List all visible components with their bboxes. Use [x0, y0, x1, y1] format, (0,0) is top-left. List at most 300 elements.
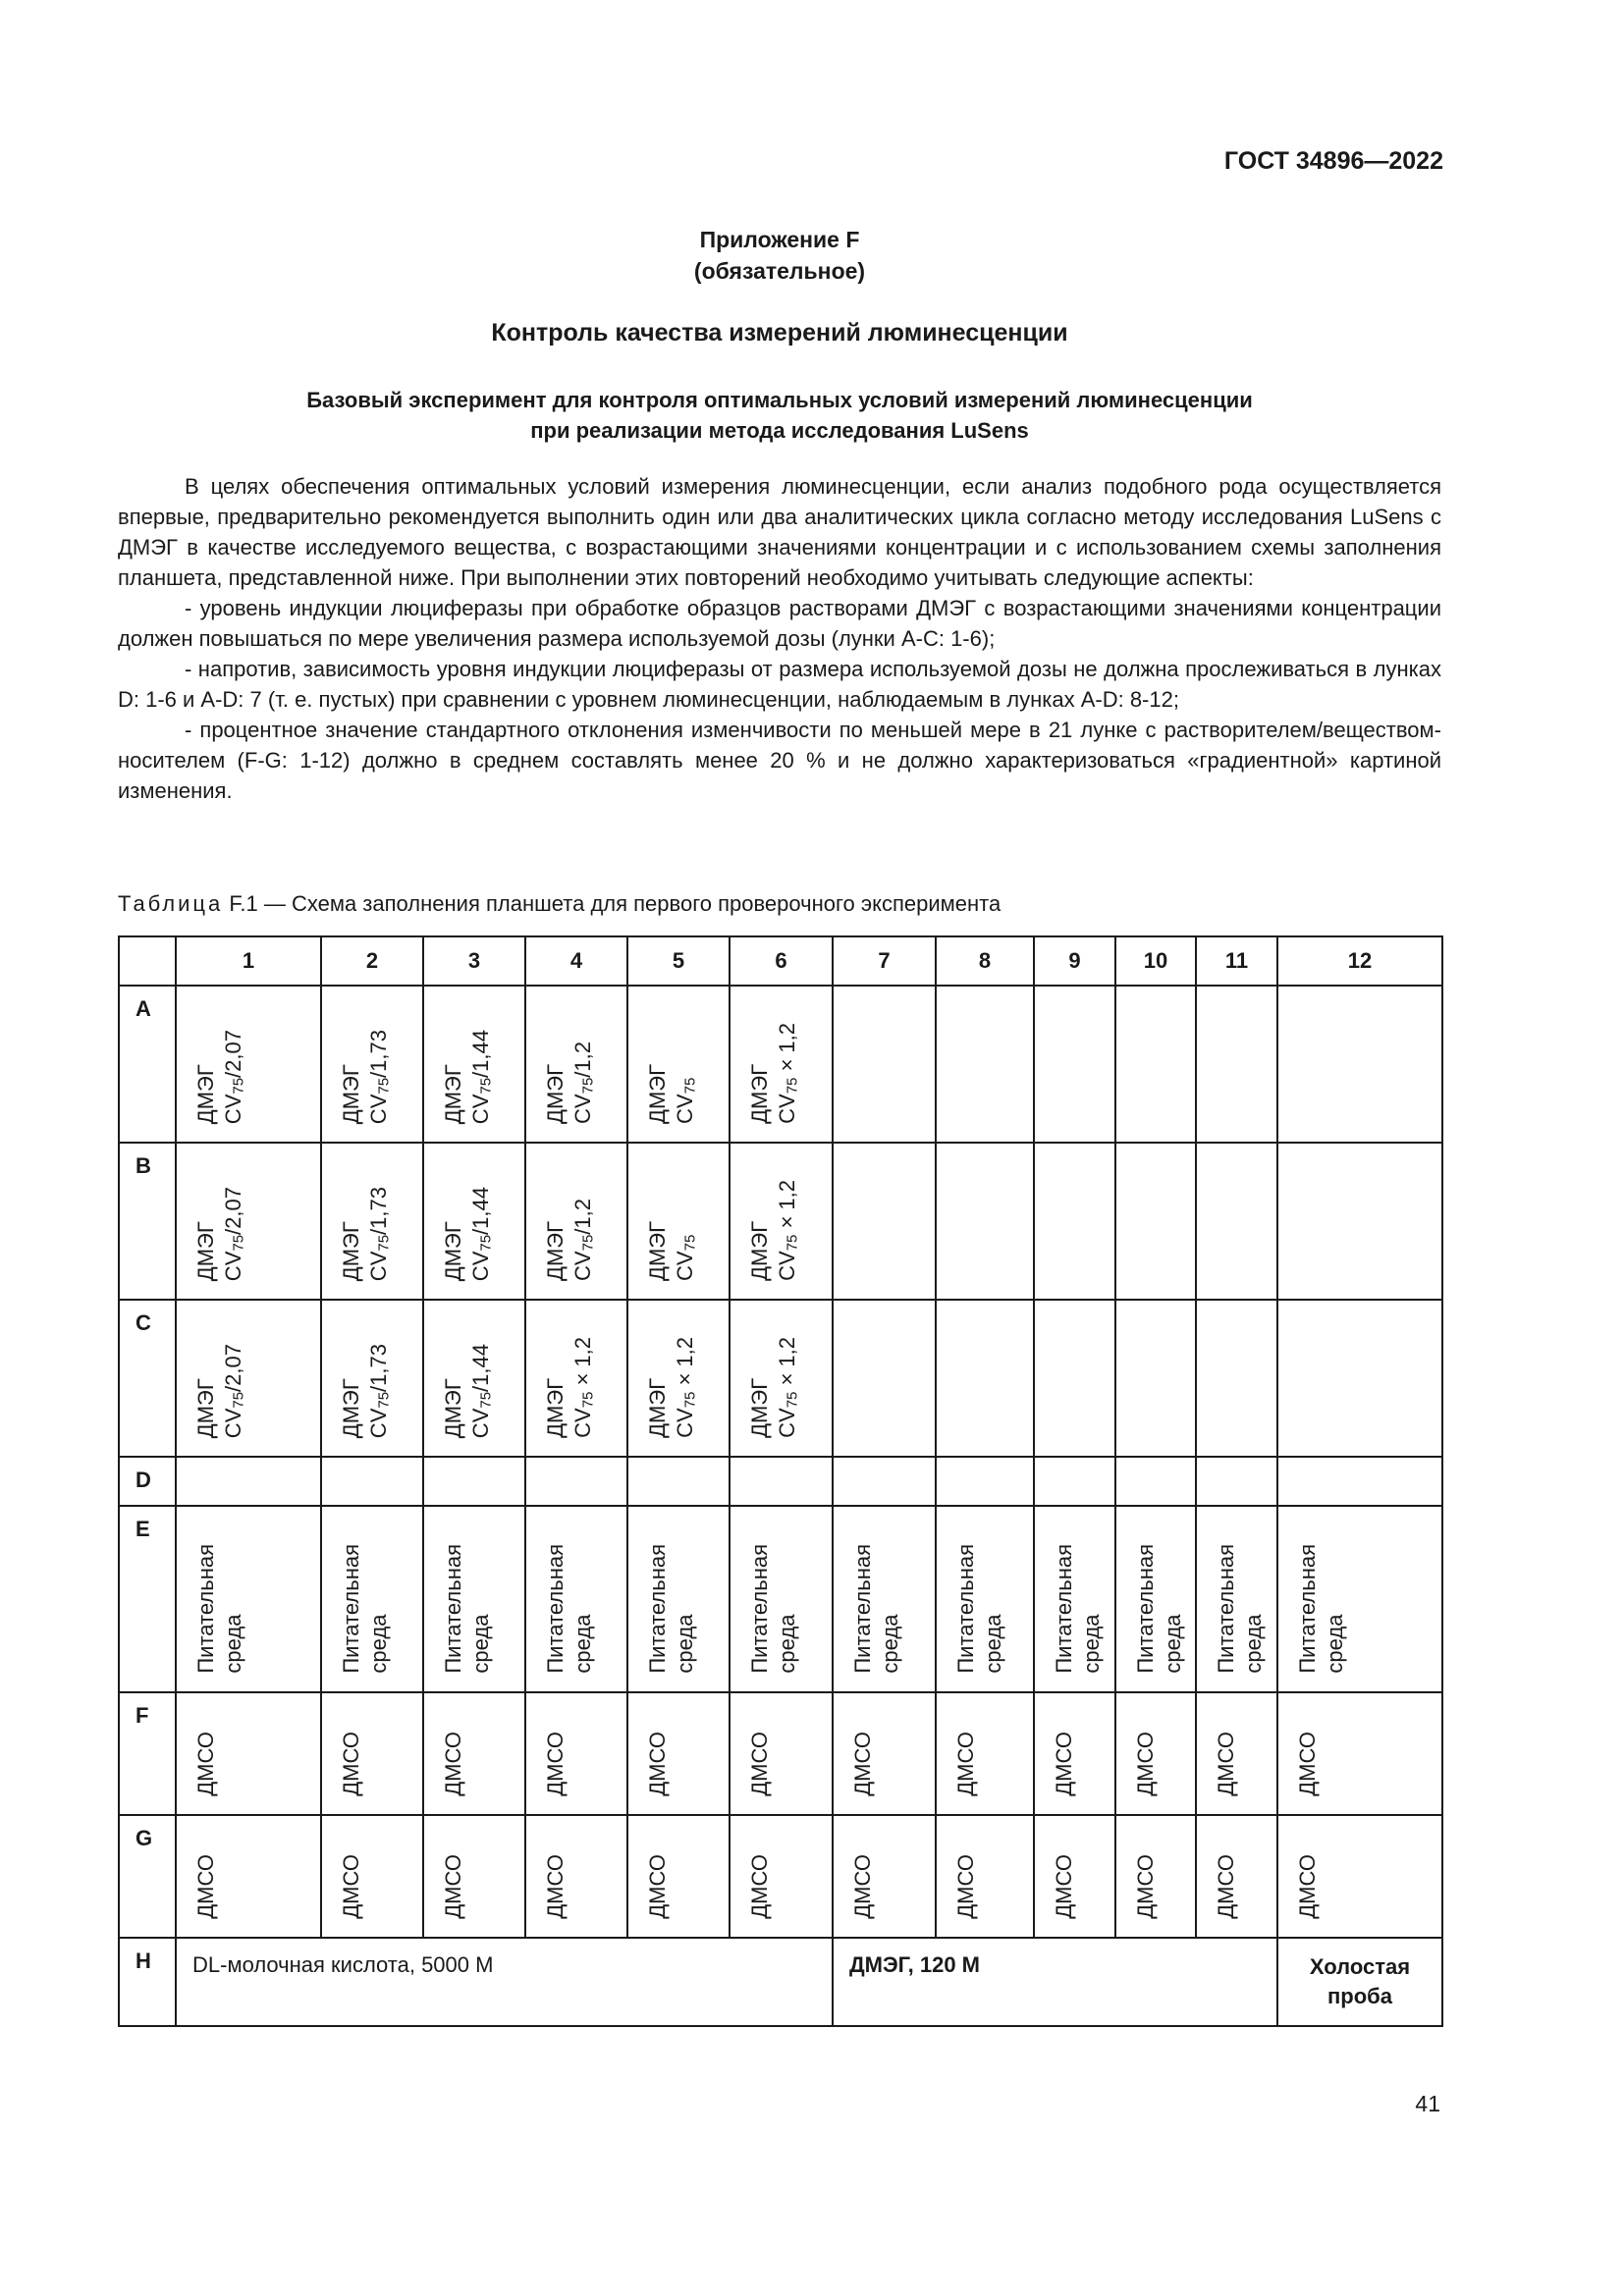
dmeg-control-cell: ДМЭГ, 120 М: [833, 1938, 1277, 2026]
table-cell: [321, 1815, 423, 1938]
cell-line1: ДМЭГ: [193, 1221, 218, 1281]
cell-vertical-text: [746, 1732, 774, 1796]
column-header: 8: [936, 936, 1034, 986]
table-row: [119, 1506, 1442, 1692]
table-cell: [423, 1143, 525, 1300]
cell-line1: ДМЭГ: [441, 1221, 465, 1281]
cell-vertical-text: [1213, 1544, 1268, 1674]
table-cell: [525, 1300, 627, 1457]
cell-line2: среда: [673, 1614, 697, 1674]
table-cell: [1277, 1457, 1442, 1506]
cell-formula: [774, 1180, 806, 1281]
cell-line2: среда: [366, 1614, 391, 1674]
row-label: B: [119, 1143, 176, 1300]
table-cell: [525, 1815, 627, 1938]
table-cell: [1196, 1457, 1277, 1506]
blank-sample-line1: Холостая: [1309, 1954, 1411, 1979]
cell-line1: ДМСО: [747, 1732, 772, 1796]
cell-line1: ДМЭГ: [543, 1064, 568, 1124]
cell-line1: Питательная: [1052, 1544, 1076, 1674]
table-cell: [423, 1815, 525, 1938]
cell-line1: ДМЭГ: [543, 1378, 568, 1438]
cell-vertical-text: [849, 1544, 904, 1674]
formula-subscript: 75: [375, 1391, 393, 1409]
paragraph-aspect-1: - уровень индукции люциферазы при обработке образцов растворами ДМЭГ с возрастающими значениями концентрации должен повышаться по мере увеличения размера используемой дозы (лунки A-C: 1-6);: [118, 596, 1441, 651]
cell-vertical-text: [338, 1030, 398, 1124]
table-cell: [936, 1457, 1034, 1506]
page-number: 41: [1415, 2091, 1440, 2116]
cell-vertical-text: [338, 1732, 365, 1796]
table-cell: [1277, 1692, 1442, 1815]
cell-line2: среда: [570, 1614, 595, 1674]
blank-sample-cell: [1277, 1938, 1442, 2026]
formula-factor: /1,73: [366, 1186, 391, 1235]
table-cell: [1196, 1815, 1277, 1938]
table-cell: [730, 1143, 833, 1300]
formula-subscript: 75: [375, 1077, 393, 1095]
formula-factor: /1,2: [570, 1041, 595, 1078]
table-row: [119, 1300, 1442, 1457]
cell-vertical-text: [746, 1544, 801, 1674]
cell-line1: ДМЭГ: [747, 1378, 772, 1438]
formula-symbol: CV: [673, 1094, 697, 1124]
table-cell: [936, 1506, 1034, 1692]
table-cell: [936, 1300, 1034, 1457]
table-cell: [321, 1457, 423, 1506]
cell-line1: Питательная: [193, 1544, 218, 1674]
cell-line2: среда: [878, 1614, 902, 1674]
cell-line2: среда: [1323, 1614, 1347, 1674]
table-cell: [1277, 1506, 1442, 1692]
table-cell: [1115, 1300, 1196, 1457]
formula-factor: /1,73: [366, 1029, 391, 1078]
formula-factor: ×1,2: [673, 1337, 697, 1392]
cell-vertical-text: [1051, 1544, 1106, 1674]
cell-formula: [672, 1337, 704, 1438]
column-header: 10: [1115, 936, 1196, 986]
formula-factor: /1,44: [468, 1029, 493, 1078]
cell-vertical-text: [952, 1854, 980, 1919]
cell-line1: Питательная: [441, 1544, 465, 1674]
formula-subscript: 75: [477, 1234, 495, 1252]
cell-line1: ДМСО: [339, 1732, 363, 1796]
table-cell: [1196, 1300, 1277, 1457]
formula-subscript: 75: [784, 1391, 801, 1409]
table-caption: [118, 891, 1001, 917]
cell-line1: ДМЭГ: [645, 1064, 670, 1124]
row-label: E: [119, 1506, 176, 1692]
table-cell: [176, 1692, 321, 1815]
cell-line1: ДМСО: [1133, 1732, 1158, 1796]
formula-symbol: CV: [570, 1094, 595, 1124]
cell-vertical-text: [746, 1023, 806, 1124]
cell-line1: ДМСО: [1295, 1732, 1320, 1796]
table-cell: [525, 1692, 627, 1815]
table-cell: [627, 986, 730, 1143]
cell-line1: ДМСО: [193, 1732, 218, 1796]
cell-vertical-text: [440, 1544, 495, 1674]
cell-vertical-text: [1294, 1732, 1322, 1796]
cell-vertical-text: [542, 1199, 602, 1281]
table-cell: [321, 986, 423, 1143]
row-label: F: [119, 1692, 176, 1815]
table-row: [119, 986, 1442, 1143]
cell-line1: ДМСО: [1052, 1854, 1076, 1919]
cell-vertical-text: [192, 1030, 252, 1124]
table-cell: [1196, 986, 1277, 1143]
formula-subscript: 75: [375, 1234, 393, 1252]
formula-subscript: 75: [784, 1077, 801, 1095]
table-cell: [730, 1300, 833, 1457]
cell-formula: [774, 1023, 806, 1124]
table-cell: [627, 1506, 730, 1692]
table-cell: [730, 986, 833, 1143]
cell-line1: ДМСО: [645, 1732, 670, 1796]
formula-subscript: 75: [230, 1077, 247, 1095]
table-cell: [1277, 1143, 1442, 1300]
cell-line1: ДМСО: [441, 1732, 465, 1796]
table-cell: [176, 986, 321, 1143]
table-row: [119, 1815, 1442, 1938]
cell-vertical-text: [192, 1344, 252, 1438]
formula-factor: /1,73: [366, 1343, 391, 1392]
cell-formula: [774, 1337, 806, 1438]
formula-symbol: CV: [570, 1408, 595, 1438]
cell-line1: ДМСО: [850, 1732, 875, 1796]
cell-line1: Питательная: [1214, 1544, 1238, 1674]
cell-vertical-text: [338, 1854, 365, 1919]
table-cell: [730, 1506, 833, 1692]
table-cell: [936, 986, 1034, 1143]
table-cell: [1277, 986, 1442, 1143]
cell-vertical-text: [1294, 1544, 1349, 1674]
column-header: 1: [176, 936, 321, 986]
cell-line1: ДМСО: [1133, 1854, 1158, 1919]
table-cell: [423, 1506, 525, 1692]
cell-formula: [672, 1221, 704, 1281]
cell-line2: среда: [775, 1614, 799, 1674]
column-header: 4: [525, 936, 627, 986]
cell-line2: среда: [1241, 1614, 1266, 1674]
lactic-acid-cell: DL-молочная кислота, 5000 М: [176, 1938, 833, 2026]
table-caption-text: F.1 — Схема заполнения планшета для первого проверочного эксперимента: [223, 891, 1001, 916]
table-cell: [833, 986, 936, 1143]
cell-line1: ДМСО: [645, 1854, 670, 1919]
table-cell: [936, 1692, 1034, 1815]
table-cell: [730, 1457, 833, 1506]
formula-subscript: 75: [681, 1234, 699, 1252]
cell-line1: ДМСО: [339, 1854, 363, 1919]
table-caption-label: Таблица: [118, 891, 224, 916]
cell-line1: ДМСО: [953, 1732, 978, 1796]
cell-vertical-text: [644, 1544, 699, 1674]
column-header: 3: [423, 936, 525, 986]
cell-vertical-text: [542, 1337, 602, 1438]
subtitle-line2: при реализации метода исследования LuSens: [530, 418, 1029, 443]
annex-title-line1: Приложение F: [699, 227, 860, 252]
cell-line2: среда: [1161, 1614, 1185, 1674]
table-cell: [730, 1815, 833, 1938]
cell-vertical-text: [338, 1344, 398, 1438]
cell-line1: Питательная: [339, 1544, 363, 1674]
table-cell: [1034, 1506, 1115, 1692]
table-cell: [833, 1506, 936, 1692]
cell-vertical-text: [440, 1030, 500, 1124]
table-header-row: [119, 936, 1442, 986]
table-cell: [833, 1300, 936, 1457]
cell-vertical-text: [644, 1854, 672, 1919]
formula-factor: /2,07: [221, 1029, 245, 1078]
formula-factor: ×1,2: [570, 1337, 595, 1392]
table-cell: [627, 1815, 730, 1938]
cell-line2: среда: [468, 1614, 493, 1674]
subtitle: [118, 385, 1441, 446]
cell-line1: Питательная: [747, 1544, 772, 1674]
formula-factor: /2,07: [221, 1343, 245, 1392]
cell-vertical-text: [338, 1187, 398, 1281]
cell-vertical-text: [644, 1732, 672, 1796]
cell-vertical-text: [542, 1041, 602, 1124]
cell-vertical-text: [1051, 1854, 1078, 1919]
table-cell: [1034, 986, 1115, 1143]
cell-vertical-text: [192, 1187, 252, 1281]
cell-line1: ДМЭГ: [441, 1064, 465, 1124]
formula-symbol: CV: [468, 1251, 493, 1281]
table-cell: [321, 1143, 423, 1300]
formula-symbol: CV: [366, 1094, 391, 1124]
row-label: D: [119, 1457, 176, 1506]
cell-vertical-text: [849, 1732, 877, 1796]
cell-vertical-text: [1213, 1732, 1240, 1796]
table-cell: [176, 1457, 321, 1506]
cell-formula: [220, 1187, 252, 1281]
cell-line1: ДМЭГ: [339, 1378, 363, 1438]
cell-line1: ДМСО: [1052, 1732, 1076, 1796]
table-cell: [833, 1692, 936, 1815]
cell-line1: ДМСО: [1295, 1854, 1320, 1919]
table-cell: [423, 1457, 525, 1506]
formula-subscript: 75: [477, 1077, 495, 1095]
cell-vertical-text: [192, 1732, 220, 1796]
table-cell: [1034, 1815, 1115, 1938]
cell-vertical-text: [644, 1064, 704, 1124]
formula-subscript: 75: [681, 1391, 699, 1409]
formula-subscript: 75: [579, 1077, 597, 1095]
cell-line1: ДМЭГ: [645, 1378, 670, 1438]
table-cell: [1115, 1143, 1196, 1300]
table-cell: [321, 1300, 423, 1457]
formula-factor: /2,07: [221, 1186, 245, 1235]
formula-subscript: 75: [579, 1234, 597, 1252]
table-cell: [1115, 986, 1196, 1143]
table-cell: [1115, 1692, 1196, 1815]
cell-line1: Питательная: [850, 1544, 875, 1674]
cell-line1: ДМСО: [1214, 1854, 1238, 1919]
formula-symbol: CV: [221, 1094, 245, 1124]
paragraph-intro: В целях обеспечения оптимальных условий измерения люминесценции, если анализ подобного рода осуществляется впервые, предварительно рекомендуется выполнить один или два аналитических цикла согласно методу исследования LuSens с ДМЭГ в качестве исследуемого вещества, с возрастающими значениями концентрации и с использованием схемы заполнения планшета, представленной ниже. При выполнении этих повторений необходимо учитывать следующие аспекты:: [118, 474, 1441, 590]
cell-vertical-text: [1294, 1854, 1322, 1919]
formula-symbol: CV: [775, 1251, 799, 1281]
cell-line1: ДМЭГ: [339, 1221, 363, 1281]
formula-symbol: CV: [570, 1251, 595, 1281]
cell-vertical-text: [192, 1854, 220, 1919]
column-header: 6: [730, 936, 833, 986]
cell-line1: ДМЭГ: [193, 1064, 218, 1124]
cell-vertical-text: [440, 1854, 467, 1919]
paragraph-aspect-3: - процентное значение стандартного отклонения изменчивости по меньшей мере в 21 лунке с растворителем/веществом-носителем (F-G: 1-12) должно в среднем составлять менее 20 % и не должно характеризоваться «градиентной» картиной изменения.: [118, 718, 1441, 803]
cell-line1: ДМЭГ: [645, 1221, 670, 1281]
table-cell: [176, 1300, 321, 1457]
table-cell: [423, 986, 525, 1143]
cell-vertical-text: [338, 1544, 393, 1674]
cell-line1: ДМСО: [953, 1854, 978, 1919]
table-row: [119, 1692, 1442, 1815]
table-cell: [833, 1815, 936, 1938]
formula-symbol: CV: [775, 1408, 799, 1438]
formula-factor: /1,44: [468, 1186, 493, 1235]
formula-subscript: 75: [230, 1391, 247, 1409]
cell-formula: [365, 1187, 398, 1281]
cell-vertical-text: [542, 1732, 569, 1796]
cell-line2: среда: [981, 1614, 1005, 1674]
cell-vertical-text: [1132, 1544, 1187, 1674]
column-header: 2: [321, 936, 423, 986]
cell-formula: [467, 1344, 500, 1438]
cell-line1: Питательная: [645, 1544, 670, 1674]
cell-vertical-text: [440, 1732, 467, 1796]
cell-vertical-text: [746, 1337, 806, 1438]
cell-vertical-text: [952, 1732, 980, 1796]
subtitle-line1: Базовый эксперимент для контроля оптимальных условий измерений люминесценции: [306, 388, 1253, 412]
cell-line1: Питательная: [953, 1544, 978, 1674]
table-cell: [176, 1815, 321, 1938]
cell-vertical-text: [192, 1544, 247, 1674]
table-cell: [321, 1506, 423, 1692]
cell-vertical-text: [542, 1854, 569, 1919]
cell-vertical-text: [1051, 1732, 1078, 1796]
table-cell: [627, 1143, 730, 1300]
table-cell: [1034, 1457, 1115, 1506]
table-cell: [1277, 1815, 1442, 1938]
column-header: 9: [1034, 936, 1115, 986]
cell-vertical-text: [849, 1854, 877, 1919]
table-cell: [833, 1457, 936, 1506]
body-text: [118, 471, 1441, 806]
cell-line1: Питательная: [1295, 1544, 1320, 1674]
cell-vertical-text: [440, 1187, 500, 1281]
table-cell: [936, 1815, 1034, 1938]
formula-symbol: CV: [221, 1251, 245, 1281]
cell-line1: ДМСО: [747, 1854, 772, 1919]
cell-vertical-text: [440, 1344, 500, 1438]
cell-vertical-text: [1132, 1854, 1160, 1919]
cell-vertical-text: [644, 1337, 704, 1438]
table-cell: [627, 1300, 730, 1457]
cell-line1: ДМЭГ: [543, 1221, 568, 1281]
formula-factor: ×1,2: [775, 1337, 799, 1392]
cell-formula: [365, 1344, 398, 1438]
table-cell: [1196, 1506, 1277, 1692]
blank-sample-line2: проба: [1327, 1984, 1392, 2008]
cell-formula: [220, 1030, 252, 1124]
cell-vertical-text: [746, 1180, 806, 1281]
formula-symbol: CV: [366, 1251, 391, 1281]
cell-formula: [569, 1041, 602, 1124]
cell-line1: ДМЭГ: [441, 1378, 465, 1438]
cell-vertical-text: [746, 1854, 774, 1919]
table-cell: [176, 1143, 321, 1300]
row-label: A: [119, 986, 176, 1143]
table-cell: [730, 1692, 833, 1815]
row-label: C: [119, 1300, 176, 1457]
cell-formula: [569, 1199, 602, 1281]
cell-line1: ДМЭГ: [193, 1378, 218, 1438]
cell-line1: Питательная: [1133, 1544, 1158, 1674]
cell-line1: ДМСО: [543, 1732, 568, 1796]
table-cell: [833, 1143, 936, 1300]
cell-formula: [569, 1337, 602, 1438]
table-cell: [321, 1692, 423, 1815]
cell-line1: ДМЭГ: [747, 1064, 772, 1124]
formula-subscript: 75: [784, 1234, 801, 1252]
table-cell: [1034, 1692, 1115, 1815]
column-header: 11: [1196, 936, 1277, 986]
cell-line1: ДМСО: [1214, 1732, 1238, 1796]
cell-line1: Питательная: [543, 1544, 568, 1674]
cell-line1: ДМСО: [441, 1854, 465, 1919]
table-cell: [525, 1143, 627, 1300]
table-cell: [1277, 1300, 1442, 1457]
row-label: H: [119, 1938, 176, 2026]
cell-line2: среда: [221, 1614, 245, 1674]
table-cell: [1196, 1143, 1277, 1300]
cell-formula: [365, 1030, 398, 1124]
formula-subscript: 75: [579, 1391, 597, 1409]
table-cell: [1196, 1692, 1277, 1815]
table-row: [119, 1143, 1442, 1300]
formula-subscript: 75: [477, 1391, 495, 1409]
table-cell: [1115, 1506, 1196, 1692]
table-cell: [1115, 1457, 1196, 1506]
cell-formula: [467, 1187, 500, 1281]
cell-line1: ДМСО: [850, 1854, 875, 1919]
cell-line1: ДМЭГ: [339, 1064, 363, 1124]
header-corner-cell: [119, 936, 176, 986]
column-header: 5: [627, 936, 730, 986]
table-cell: [1034, 1143, 1115, 1300]
cell-formula: [672, 1064, 704, 1124]
paragraph-aspect-2: - напротив, зависимость уровня индукции люциферазы от размера используемой дозы не должна прослеживаться в лунках D: 1-6 и A-D: 7 (т. е. пустых) при сравнении с уровнем люминесценции, наблюдаемым в лунках A-D: 8-12;: [118, 657, 1441, 712]
cell-vertical-text: [952, 1544, 1007, 1674]
cell-vertical-text: [1132, 1732, 1160, 1796]
table-cell: [525, 1506, 627, 1692]
formula-symbol: CV: [468, 1094, 493, 1124]
row-label: G: [119, 1815, 176, 1938]
column-header: 7: [833, 936, 936, 986]
formula-symbol: CV: [221, 1408, 245, 1438]
annex-title-line2: (обязательное): [693, 258, 866, 284]
annex-title: [118, 224, 1441, 287]
table-cell: [423, 1692, 525, 1815]
section-title: Контроль качества измерений люминесценции: [491, 319, 1068, 347]
cell-vertical-text: [1213, 1854, 1240, 1919]
formula-symbol: CV: [468, 1408, 493, 1438]
table-cell: [627, 1457, 730, 1506]
formula-subscript: 75: [230, 1234, 247, 1252]
document-code: ГОСТ 34896—2022: [1223, 147, 1443, 175]
table-cell: [525, 986, 627, 1143]
cell-line1: ДМСО: [193, 1854, 218, 1919]
